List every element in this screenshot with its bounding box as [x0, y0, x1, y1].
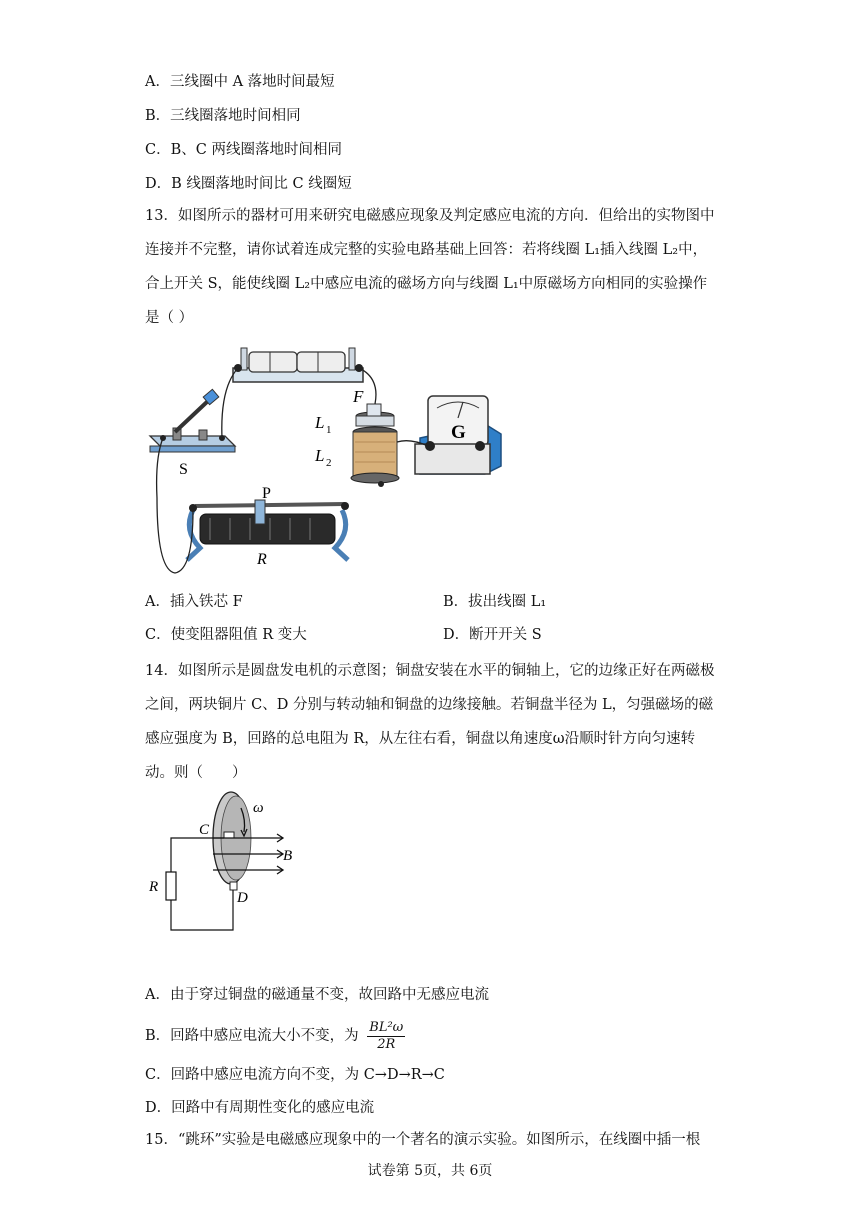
coil-l2-label: L	[315, 446, 325, 465]
q12-option-b: B．三线圈落地时间相同	[145, 108, 301, 124]
page-footer: 试卷第 5页，共 6页	[367, 1163, 493, 1179]
brush-d-label: D	[237, 890, 248, 906]
q13-circuit-figure	[145, 338, 525, 583]
galvanometer-label: G	[451, 422, 466, 443]
battery-icon	[233, 348, 363, 382]
resistor-r-label: R	[149, 879, 159, 895]
coil-l2-subscript: 2	[326, 457, 332, 469]
q12-option-d: D．B 线圈落地时间比 C 线圈短	[145, 176, 352, 192]
q14-option-b-text: B．回路中感应电流大小不变，为	[145, 1028, 359, 1044]
q13-option-a: A．插入铁芯 F	[145, 594, 243, 610]
q14-option-d: D．回路中有周期性变化的感应电流	[145, 1100, 375, 1116]
coil-l1-label: L	[315, 413, 325, 432]
q15-stem: 15．“跳环”实验是电磁感应现象中的一个著名的演示实验。如图所示，在线圈中插一根	[145, 1132, 701, 1148]
q12-option-c: C．B、C 两线圈落地时间相同	[145, 142, 342, 158]
q14-option-b	[145, 1018, 405, 1054]
q13-stem: 13．如图所示的器材可用来研究电磁感应现象及判定感应电流的方向．但给出的实物图中连接并不完整，请你试着连成完整的实验电路基础上回答：若将线圈 L₁插入线圈 L₂中，合上开关 S，能使线圈 L₂中感应电流的磁场方向与线圈 L₁中原磁场方向相同的实验操作是（ ）	[145, 208, 715, 326]
fraction-numerator: BL²ω	[369, 1019, 404, 1035]
iron-core-label: F	[353, 387, 364, 406]
q12-option-a: A．三线圈中 A 落地时间最短	[145, 74, 335, 90]
coil-l1-subscript: 1	[326, 424, 332, 436]
q14-disk-generator-figure	[145, 790, 315, 940]
q13-option-b: B．拔出线圈 L₁	[443, 594, 547, 610]
omega-label: ω	[253, 800, 264, 816]
slider-label: P	[262, 485, 271, 502]
rheostat-icon	[187, 500, 349, 560]
brush-c-label: C	[199, 822, 210, 838]
q14-option-b-fraction	[367, 1020, 405, 1053]
coil-icon	[351, 404, 399, 487]
q13-option-c: C．使变阻器阻值 R 变大	[145, 627, 307, 643]
q13-option-d: D．断开开关 S	[443, 627, 542, 643]
switch-label: S	[179, 461, 188, 478]
copper-disk-icon	[213, 792, 251, 890]
q14-stem: 14．如图所示是圆盘发电机的示意图；铜盘安装在水平的铜轴上，它的边缘正好在两磁极之间，两块铜片 C、D 分别与转动轴和铜盘的边缘接触。若铜盘半径为 L，匀强磁场的磁感应强度为 B，回路的总电阻为 R，从左往右看，铜盘以角速度ω沿顺时针方向匀速转动。则（ ）	[145, 663, 715, 781]
rheostat-label: R	[257, 551, 267, 568]
field-b-label: B	[283, 848, 293, 864]
q14-option-c: C．回路中感应电流方向不变，为 C→D→R→C	[145, 1067, 445, 1083]
fraction-denominator: 2R	[377, 1036, 396, 1052]
q14-option-a: A．由于穿过铜盘的磁通量不变，故回路中无感应电流	[145, 987, 489, 1003]
